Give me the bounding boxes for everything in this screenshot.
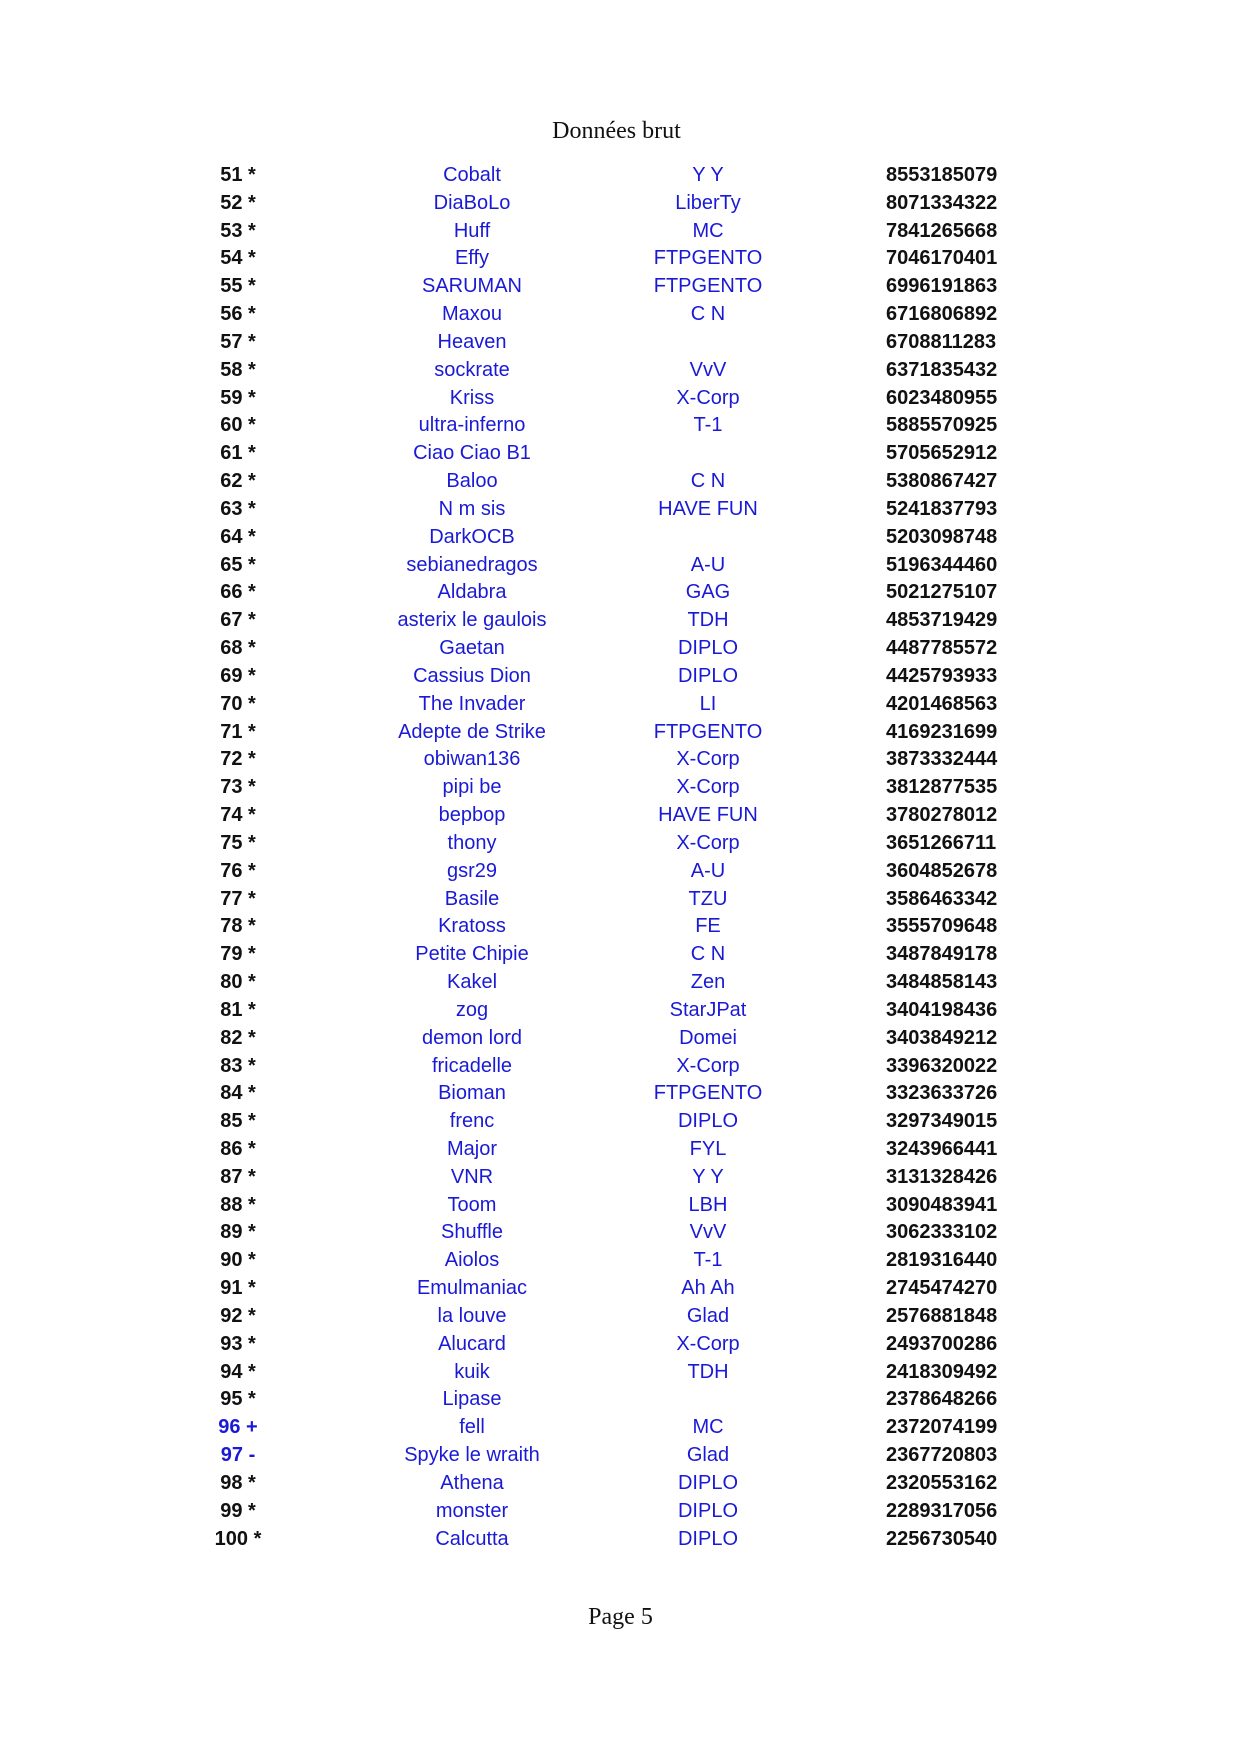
player-name-cell: Ciao Ciao B1 [413, 442, 531, 465]
table-row [0, 190, 1241, 218]
score-cell: 3555709648 [886, 915, 998, 938]
team-cell: C N [690, 943, 726, 966]
team-cell: DIPLO [677, 664, 739, 687]
player-name-cell: Kratoss [438, 915, 506, 938]
rank-cell: 65 * [220, 553, 256, 576]
table-row [0, 524, 1241, 552]
score-cell: 2378648266 [886, 1388, 998, 1411]
team-cell: TZU [688, 887, 728, 910]
score-cell: 3484858143 [886, 971, 998, 994]
rank-cell: 69 * [220, 664, 256, 687]
score-cell: 3780278012 [886, 804, 998, 827]
table-row [0, 1164, 1241, 1192]
rank-cell: 71 * [220, 720, 256, 743]
player-name-cell: Aiolos [444, 1249, 500, 1272]
rank-cell: 77 * [220, 887, 256, 910]
rank-cell: 59 * [220, 386, 256, 409]
player-name-cell: Cobalt [443, 164, 501, 186]
rank-cell: 84 * [220, 1082, 256, 1105]
rank-cell: 52 * [220, 191, 256, 214]
score-cell: 4487785572 [886, 637, 998, 660]
team-cell: Ah Ah [681, 1277, 735, 1300]
table-row [0, 1526, 1241, 1554]
team-cell: C N [690, 303, 726, 326]
player-name-cell: Gaetan [439, 637, 505, 660]
page-title [0, 116, 1241, 146]
rank-cell: 58 * [220, 358, 256, 381]
team-cell: X-Corp [676, 386, 740, 409]
rank-cell: 98 * [220, 1471, 256, 1494]
rank-cell: 73 * [220, 776, 256, 799]
score-cell: 5021275107 [886, 581, 998, 604]
table-row [0, 273, 1241, 301]
table-row [0, 1053, 1241, 1081]
table-row [0, 329, 1241, 357]
team-cell: FYL [689, 1137, 727, 1160]
table-row [0, 1386, 1241, 1414]
player-name-cell: demon lord [421, 1026, 523, 1049]
rank-cell: 66 * [220, 581, 256, 604]
score-cell: 2745474270 [886, 1277, 998, 1300]
table-row [0, 1136, 1241, 1164]
rank-cell: 86 * [220, 1137, 256, 1160]
team-cell: GAG [685, 581, 731, 604]
table-row [0, 1219, 1241, 1247]
player-name-cell: ultra-inferno [418, 414, 526, 437]
player-name-cell: Huff [453, 219, 491, 242]
score-cell: 5241837793 [886, 497, 998, 520]
table-row [0, 1414, 1241, 1442]
table-row [0, 941, 1241, 969]
score-cell: 4169231699 [886, 720, 998, 743]
rank-cell: 60 * [220, 414, 256, 437]
table-row [0, 1359, 1241, 1387]
team-cell: X-Corp [676, 831, 740, 854]
team-cell: Domei [679, 1026, 737, 1049]
team-cell: DIPLO [677, 1110, 739, 1133]
player-name-cell: Kriss [449, 386, 495, 409]
score-cell: 2320553162 [886, 1471, 998, 1494]
player-name-cell: Effy [454, 247, 490, 270]
team-cell: LiberTy [675, 191, 741, 214]
rank-cell: 64 * [220, 525, 256, 548]
player-name-cell: DiaBoLo [433, 191, 511, 214]
table-row [0, 969, 1241, 997]
score-cell: 5885570925 [886, 414, 998, 437]
score-cell: 3297349015 [886, 1110, 998, 1133]
team-cell: Y Y [692, 1165, 724, 1188]
team-cell: A-U [690, 553, 726, 576]
team-cell: MC [692, 1416, 724, 1439]
player-name-cell: Calcutta [435, 1527, 509, 1550]
score-cell: 4201468563 [886, 692, 998, 715]
table-row [0, 1275, 1241, 1303]
rank-cell: 72 * [220, 748, 256, 771]
score-cell: 2819316440 [886, 1249, 998, 1272]
rank-cell: 92 * [220, 1304, 256, 1327]
table-row [0, 1331, 1241, 1359]
rank-cell: 70 * [220, 692, 256, 715]
table-row [0, 1303, 1241, 1331]
rank-cell: 78 * [220, 915, 256, 938]
player-name-cell: sockrate [434, 358, 510, 381]
player-name-cell: thony [447, 831, 497, 854]
rank-cell: 74 * [220, 804, 256, 827]
page-number: Page 5 [588, 1604, 653, 1630]
team-cell: StarJPat [669, 998, 747, 1021]
team-cell: DIPLO [677, 1499, 739, 1522]
score-cell: 2289317056 [886, 1499, 998, 1522]
player-name-cell: bepbop [438, 804, 506, 827]
player-name-cell: Bioman [438, 1082, 506, 1105]
score-cell: 2256730540 [886, 1527, 998, 1550]
score-cell: 6716806892 [886, 303, 998, 326]
table-row [0, 552, 1241, 580]
score-cell: 3396320022 [886, 1054, 998, 1077]
score-cell: 6023480955 [886, 386, 998, 409]
rank-cell: 83 * [220, 1054, 256, 1077]
ranking-table [0, 162, 1241, 1553]
score-cell: 5705652912 [886, 442, 998, 465]
team-cell: T-1 [693, 1249, 723, 1272]
player-name-cell: Maxou [441, 303, 503, 326]
rank-cell: 63 * [220, 497, 256, 520]
rank-cell: 94 * [220, 1360, 256, 1383]
player-name-cell: Toom [447, 1193, 497, 1216]
rank-cell: 100 * [214, 1527, 262, 1550]
score-cell: 3243966441 [886, 1137, 998, 1160]
team-cell: X-Corp [676, 1054, 740, 1077]
score-cell: 3403849212 [886, 1026, 998, 1049]
rank-cell: 89 * [220, 1221, 256, 1244]
team-cell: DIPLO [677, 1527, 739, 1550]
score-cell: 8553185079 [886, 164, 998, 186]
score-cell: 3131328426 [886, 1165, 998, 1188]
score-cell: 4425793933 [886, 664, 998, 687]
score-cell: 3604852678 [886, 859, 998, 882]
table-row [0, 858, 1241, 886]
player-name-cell: Lipase [442, 1388, 502, 1411]
score-cell: 3487849178 [886, 943, 998, 966]
table-row [0, 719, 1241, 747]
player-name-cell: Basile [444, 887, 500, 910]
table-row [0, 245, 1241, 273]
player-name-cell: Heaven [437, 330, 507, 353]
team-cell: Zen [690, 971, 726, 994]
team-cell: FE [695, 915, 721, 938]
rank-cell: 56 * [220, 303, 256, 326]
score-cell: 3873332444 [886, 748, 998, 771]
team-cell: X-Corp [676, 1332, 740, 1355]
player-name-cell: fell [459, 1416, 485, 1439]
rank-cell: 91 * [220, 1277, 256, 1300]
table-row [0, 1247, 1241, 1275]
score-cell: 2493700286 [886, 1332, 998, 1355]
player-name-cell: The Invader [418, 692, 526, 715]
table-row [0, 1080, 1241, 1108]
player-name-cell: VNR [450, 1165, 494, 1188]
score-cell: 3090483941 [886, 1193, 998, 1216]
player-name-cell: zog [455, 998, 489, 1021]
score-cell: 3651266711 [886, 831, 997, 854]
player-name-cell: la louve [437, 1304, 507, 1327]
player-name-cell: obiwan136 [423, 748, 521, 771]
player-name-cell: DarkOCB [429, 525, 515, 548]
table-row [0, 913, 1241, 941]
player-name-cell: Baloo [446, 470, 498, 493]
player-name-cell: Kakel [446, 971, 498, 994]
rank-cell: 57 * [220, 330, 256, 353]
player-name-cell: kuik [454, 1360, 490, 1383]
player-name-cell: gsr29 [446, 859, 498, 882]
rank-cell: 55 * [220, 275, 256, 298]
table-row [0, 607, 1241, 635]
score-cell: 5203098748 [886, 525, 998, 548]
team-cell: DIPLO [677, 637, 739, 660]
score-cell: 5380867427 [886, 470, 998, 493]
table-row [0, 635, 1241, 663]
score-cell: 2372074199 [886, 1416, 998, 1439]
team-cell: FTPGENTO [653, 1082, 763, 1105]
team-cell: HAVE FUN [658, 804, 758, 827]
rank-cell: 62 * [220, 470, 256, 493]
score-cell: 2367720803 [886, 1444, 998, 1467]
score-cell: 2576881848 [886, 1304, 998, 1327]
rank-cell: 67 * [220, 609, 256, 632]
table-row [0, 218, 1241, 246]
player-name-cell: Emulmaniac [416, 1277, 528, 1300]
team-cell: LBH [688, 1193, 728, 1216]
score-cell: 7841265668 [886, 219, 998, 242]
table-row [0, 830, 1241, 858]
rank-cell: 53 * [220, 219, 256, 242]
table-row [0, 1498, 1241, 1526]
team-cell: Glad [686, 1304, 730, 1327]
table-row [0, 802, 1241, 830]
table-row [0, 468, 1241, 496]
rank-cell: 93 * [220, 1332, 256, 1355]
score-cell: 6996191863 [886, 275, 998, 298]
table-row [0, 691, 1241, 719]
team-cell: LI [699, 692, 717, 715]
score-cell: 3323633726 [886, 1082, 998, 1105]
team-cell: FTPGENTO [653, 247, 763, 270]
player-name-cell: Petite Chipie [415, 943, 529, 966]
player-name-cell: fricadelle [431, 1054, 513, 1077]
score-cell: 2418309492 [886, 1360, 998, 1383]
table-row [0, 1025, 1241, 1053]
team-cell: X-Corp [676, 776, 740, 799]
table-row [0, 440, 1241, 468]
score-cell: 6708811283 [886, 330, 997, 353]
rank-cell: 75 * [220, 831, 256, 854]
rank-cell: 76 * [220, 859, 256, 882]
team-cell: VvV [689, 358, 727, 381]
rank-cell: 90 * [220, 1249, 256, 1272]
score-cell: 7046170401 [886, 247, 998, 270]
table-row [0, 746, 1241, 774]
score-cell: 5196344460 [886, 553, 998, 576]
player-name-cell: Shuffle [441, 1221, 503, 1244]
team-cell: C N [690, 470, 726, 493]
rank-cell: 97 - [220, 1444, 256, 1467]
score-cell: 3812877535 [886, 776, 998, 799]
team-cell: MC [692, 219, 724, 242]
player-name-cell: SARUMAN [421, 275, 522, 298]
rank-cell: 82 * [220, 1026, 256, 1049]
team-cell: VvV [689, 1221, 727, 1244]
rank-cell: 79 * [220, 943, 256, 966]
rank-cell: 61 * [220, 442, 256, 465]
rank-cell: 54 * [220, 247, 256, 270]
player-name-cell: N m sis [438, 497, 506, 520]
rank-cell: 99 * [220, 1499, 256, 1522]
team-cell: TDH [687, 1360, 729, 1383]
score-cell: 3404198436 [886, 998, 998, 1021]
score-cell: 3586463342 [886, 887, 998, 910]
table-row [0, 1192, 1241, 1220]
player-name-cell: Cassius Dion [413, 664, 531, 687]
rank-cell: 95 * [220, 1388, 256, 1411]
team-cell: Glad [686, 1444, 730, 1467]
table-row [0, 162, 1241, 190]
table-row [0, 1108, 1241, 1136]
player-name-cell: Adepte de Strike [398, 720, 546, 743]
rank-cell: 80 * [220, 971, 256, 994]
page-title-text: Données brut [552, 118, 681, 144]
player-name-cell: Aldabra [437, 581, 507, 604]
score-cell: 6371835432 [886, 358, 998, 381]
table-row [0, 357, 1241, 385]
table-row [0, 997, 1241, 1025]
table-row [0, 496, 1241, 524]
rank-cell: 68 * [220, 637, 256, 660]
score-cell: 4853719429 [886, 609, 998, 632]
table-row [0, 412, 1241, 440]
team-cell: FTPGENTO [653, 275, 763, 298]
score-cell: 8071334322 [886, 191, 998, 214]
table-row [0, 774, 1241, 802]
player-name-cell: Major [446, 1137, 497, 1160]
team-cell: A-U [690, 859, 726, 882]
player-name-cell: asterix le gaulois [397, 609, 547, 632]
player-name-cell: Athena [440, 1471, 504, 1494]
player-name-cell: Alucard [438, 1332, 506, 1355]
table-row [0, 1470, 1241, 1498]
team-cell: X-Corp [676, 748, 740, 771]
team-cell: DIPLO [677, 1471, 739, 1494]
rank-cell: 81 * [220, 998, 256, 1021]
player-name-cell: sebianedragos [406, 553, 538, 576]
player-name-cell: frenc [449, 1110, 495, 1133]
rank-cell: 51 * [220, 164, 256, 186]
player-name-cell: pipi be [442, 776, 502, 799]
table-row [0, 301, 1241, 329]
team-cell: Y Y [692, 164, 724, 186]
team-cell: FTPGENTO [653, 720, 763, 743]
table-row [0, 1442, 1241, 1470]
team-cell: HAVE FUN [658, 497, 758, 520]
rank-cell: 87 * [220, 1165, 256, 1188]
player-name-cell: monster [435, 1499, 509, 1522]
rank-cell: 88 * [220, 1193, 256, 1216]
table-row [0, 579, 1241, 607]
rank-cell: 85 * [220, 1110, 256, 1133]
rank-cell: 96 + [218, 1416, 258, 1439]
table-row [0, 663, 1241, 691]
score-cell: 3062333102 [886, 1221, 998, 1244]
team-cell: T-1 [693, 414, 723, 437]
table-row [0, 385, 1241, 413]
table-row [0, 886, 1241, 914]
team-cell: TDH [687, 609, 729, 632]
player-name-cell: Spyke le wraith [404, 1444, 540, 1467]
